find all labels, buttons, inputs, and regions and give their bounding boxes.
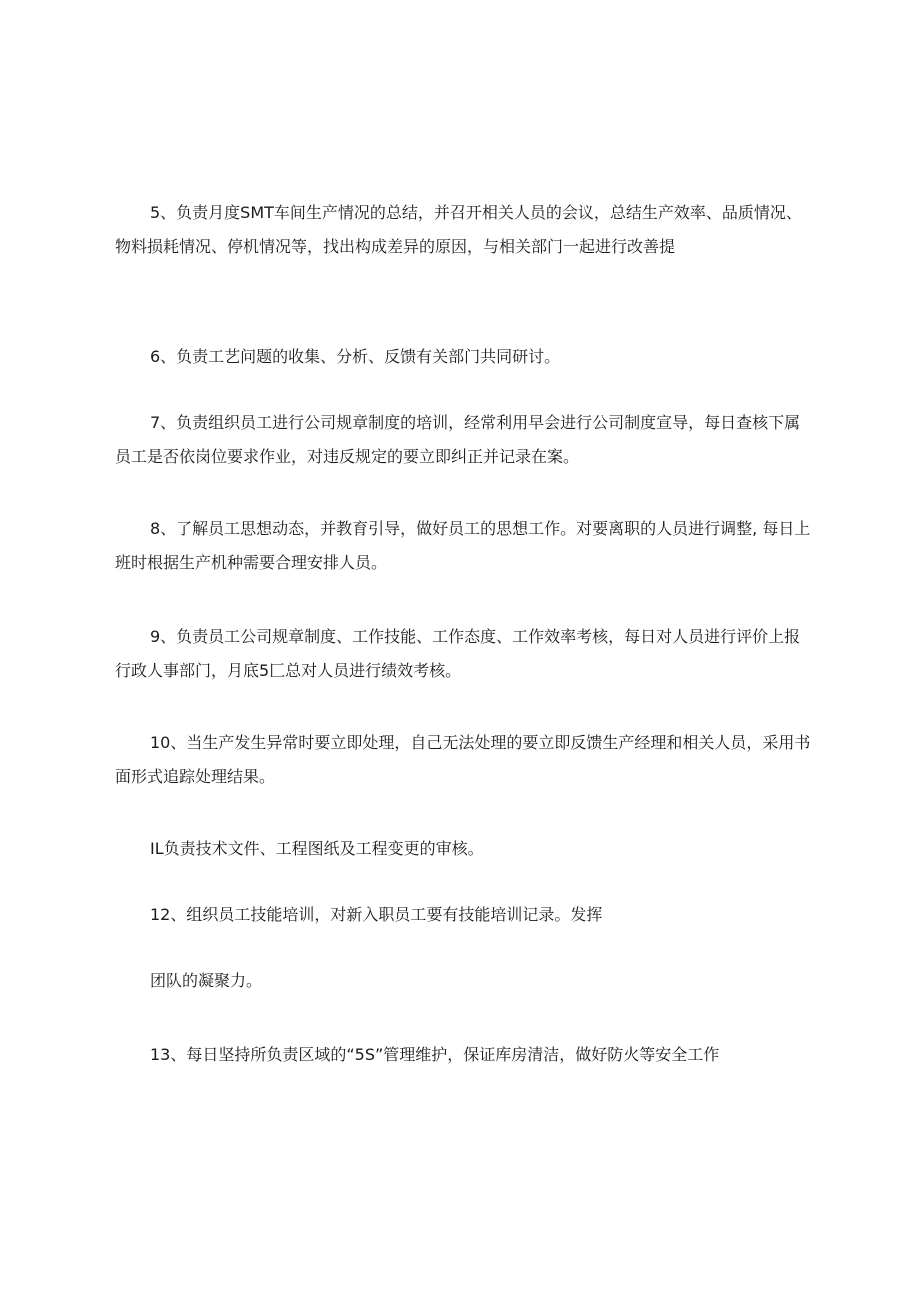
paragraph-item-6: 6、负责工艺问题的收集、分析、反馈有关部门共同研讨。 [150,347,561,366]
paragraph-item-5: 5、负责月度SMT车间生产情况的总结，并召开相关人员的会议，总结生产效率、品质情况、物料损耗情况、停机情况等，找出构成差异的原因，与相关部门一起进行改善提 [115,203,802,256]
paragraph-item-8: 8、了解员工思想动态，并教育引导，做好员工的思想工作。对要离职的人员进行调整, 每日上班时根据生产机种需要合理安排人员。 [115,519,811,572]
paragraph-item-13: 13、每日坚持所负责区域的“5S”管理维护，保证库房清洁，做好防火等安全工作 [150,1045,720,1064]
paragraph-item-7: 7、负责组织员工进行公司规章制度的培训，经常利用早会进行公司制度宣导，每日查核下属员工是否依岗位要求作业，对违反规定的要立即纠正并记录在案。 [115,413,801,466]
paragraph-item-12-continued: 团队的凝聚力。 [150,971,263,990]
paragraph-item-10: 10、当生产发生异常时要立即处理，自己无法处理的要立即反馈生产经理和相关人员，采用书面形式追踪处理结果。 [115,733,811,786]
paragraph-item-11: IL负责技术文件、工程图纸及工程变更的审核。 [150,839,484,858]
paragraph-item-12: 12、组织员工技能培训，对新入职员工要有技能培训记录。发挥 [150,905,603,924]
paragraph-item-9: 9、负责员工公司规章制度、工作技能、工作态度、工作效率考核，每日对人员进行评价上报行政人事部门，月底5匚总对人员进行绩效考核。 [115,627,801,680]
